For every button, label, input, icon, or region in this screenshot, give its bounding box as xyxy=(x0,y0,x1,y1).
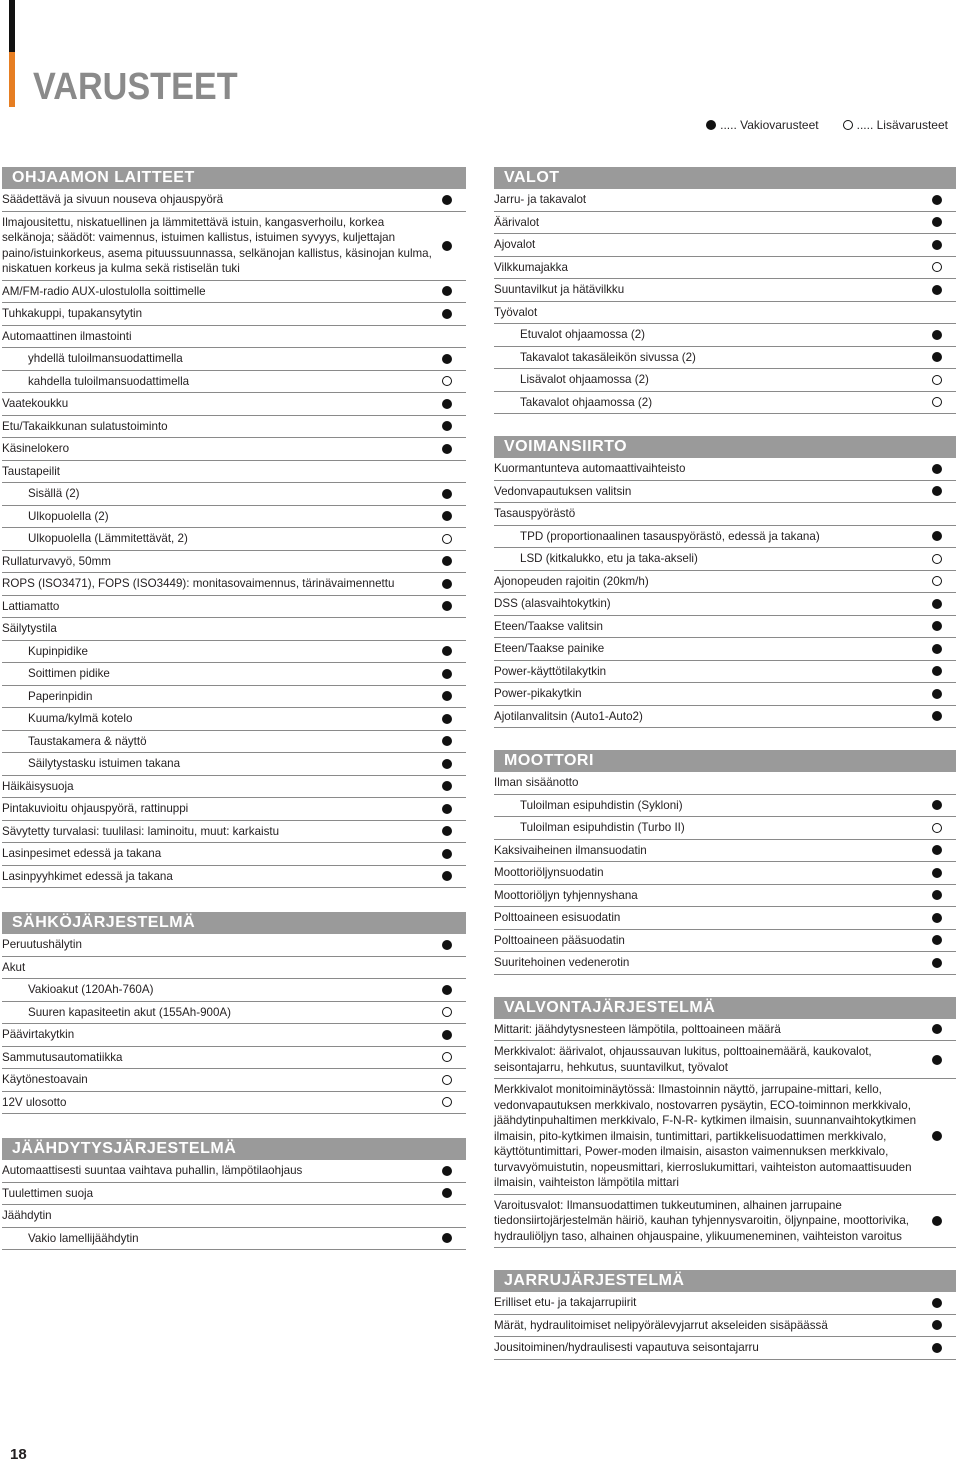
equipment-row xyxy=(494,817,956,840)
equipment-row xyxy=(2,1024,466,1047)
equipment-row xyxy=(494,324,956,347)
equipment-label: Taustapeilit xyxy=(2,464,61,478)
equipment-label: Erilliset etu- ja takajarrupiirit xyxy=(494,1296,637,1309)
equipment-row xyxy=(494,369,956,392)
optional-circle-icon xyxy=(442,1052,452,1062)
standard-dot-icon xyxy=(442,804,452,814)
standard-dot-icon xyxy=(932,935,942,945)
equipment-row xyxy=(494,907,956,930)
equipment-label: Säilytystila xyxy=(2,622,57,635)
equipment-label: Jousitoiminen/hydraulisesti vapautuva seisontajarru xyxy=(494,1341,759,1354)
standard-dot-icon xyxy=(932,1343,942,1353)
right-column xyxy=(494,167,956,1360)
equipment-row xyxy=(2,753,466,776)
equipment-label: Märät, hydraulitoimiset nelipyörälevyjarrut akseleiden sisäpäässä xyxy=(494,1318,828,1332)
equipment-label: Ajotilanvalitsin (Auto1-Auto2) xyxy=(494,709,643,723)
equipment-row xyxy=(2,438,466,461)
equipment-row xyxy=(2,843,466,866)
standard-dot-icon xyxy=(932,868,942,878)
equipment-label: Ilmajousitettu, niskatuellinen ja lämmitettävä istuin, kangasverhoilu, korkea selkänoja; säädöt: vaimennus, istuimen kallistus, istuimen syvyys, kuljettajan paino/istuinkorkeus, asema pituussuunnassa, selkänojan kallistus, käsinojan kulma, niskatuen korkeus ja kulma sekä ristiselän tuki xyxy=(2,215,432,275)
equipment-label: Vedonvapautuksen valitsin xyxy=(494,484,632,498)
equipment-row xyxy=(2,483,466,506)
standard-dot-icon xyxy=(442,781,452,791)
equipment-label: Vakio lamellijäähdytin xyxy=(28,1231,139,1245)
equipment-row xyxy=(2,596,466,619)
standard-dot-icon xyxy=(442,1166,452,1176)
standard-dot-icon xyxy=(932,621,942,631)
standard-dot-icon xyxy=(932,285,942,295)
equipment-row xyxy=(494,593,956,616)
standard-dot-icon xyxy=(932,689,942,699)
equipment-row xyxy=(494,1292,956,1315)
section xyxy=(2,912,466,1114)
optional-circle-icon xyxy=(442,534,452,544)
equipment-label: Etu/Takaikkunan sulatustoiminto xyxy=(2,419,168,433)
optional-circle-icon xyxy=(932,375,942,385)
equipment-label: Päävirtakytkin xyxy=(2,1028,75,1041)
section-heading: SÄHKÖJÄRJESTELMÄ xyxy=(2,912,466,934)
equipment-label: Häikäisysuoja xyxy=(2,779,74,793)
equipment-row xyxy=(494,772,956,795)
equipment-row xyxy=(2,573,466,596)
equipment-row xyxy=(2,326,466,349)
equipment-label: Ilman sisäänotto xyxy=(494,776,579,789)
equipment-row xyxy=(494,862,956,885)
optional-circle-icon xyxy=(932,576,942,586)
standard-dot-icon xyxy=(442,421,452,431)
equipment-row xyxy=(494,1315,956,1338)
standard-dot-icon xyxy=(442,849,452,859)
equipment-label: Automaattisesti suuntaa vaihtava puhallin, lämpötilaohjaus xyxy=(2,1164,303,1177)
standard-dot-icon xyxy=(932,958,942,968)
equipment-row xyxy=(494,302,956,325)
standard-dot-icon xyxy=(932,464,942,474)
standard-dot-icon xyxy=(932,330,942,340)
section-heading: VOIMANSIIRTO xyxy=(494,436,956,458)
standard-dot-icon xyxy=(932,913,942,923)
standard-dot-icon xyxy=(442,871,452,881)
section-heading: JARRUJÄRJESTELMÄ xyxy=(494,1270,956,1292)
standard-dot-icon xyxy=(442,241,452,251)
standard-dot-icon xyxy=(932,531,942,541)
equipment-label: Lisävalot ohjaamossa (2) xyxy=(520,373,649,386)
equipment-row xyxy=(2,1160,466,1183)
standard-dot-icon xyxy=(442,759,452,769)
equipment-row xyxy=(494,1041,956,1079)
equipment-label: ROPS (ISO3471), FOPS (ISO3449): monitasovaimennus, tärinävaimennettu xyxy=(2,577,395,590)
equipment-label: Suuritehoinen vedenerotin xyxy=(494,956,630,969)
equipment-label: Lasinpyyhkimet edessä ja takana xyxy=(2,869,173,883)
equipment-row xyxy=(494,571,956,594)
equipment-row xyxy=(2,798,466,821)
standard-dot-icon xyxy=(932,1131,942,1141)
standard-dot-icon xyxy=(442,556,452,566)
equipment-row xyxy=(494,347,956,370)
equipment-row xyxy=(494,189,956,212)
equipment-row xyxy=(2,212,466,281)
equipment-row xyxy=(494,503,956,526)
equipment-row xyxy=(494,706,956,729)
equipment-row xyxy=(2,1228,466,1251)
equipment-row xyxy=(2,1002,466,1025)
section xyxy=(494,997,956,1249)
equipment-row xyxy=(494,885,956,908)
equipment-label: Säilytystasku istuimen takana xyxy=(28,757,181,770)
equipment-row xyxy=(494,795,956,818)
standard-dot-icon xyxy=(442,601,452,611)
equipment-label: Vakioakut (120Ah-760A) xyxy=(28,983,154,996)
standard-dot-icon xyxy=(442,286,452,296)
section xyxy=(494,750,956,975)
equipment-label: Työvalot xyxy=(494,305,538,319)
equipment-label: Kuormantunteva automaattivaihteisto xyxy=(494,462,686,475)
equipment-label: Soittimen pidike xyxy=(28,667,110,680)
equipment-row xyxy=(494,257,956,280)
equipment-label: Suuntavilkut ja hätävilkku xyxy=(494,283,625,296)
equipment-row xyxy=(494,616,956,639)
equipment-row xyxy=(2,618,466,641)
equipment-label: Suuren kapasiteetin akut (155Ah-900A) xyxy=(28,1005,232,1019)
equipment-row xyxy=(494,526,956,549)
equipment-label: Vaatekoukku xyxy=(2,397,69,410)
equipment-label: Varoitusvalot: Ilmansuodattimen tukkeutuminen, alhainen jarrupaine tiedonsiirtojärjestelmän häiriö, kauhan tyhjennysvaroitin, öljynpaine, moottorivika, hydrauliöljyn taso, alhainen ohjauspaine, ylikuumeneminen, vaihteiston varoitus xyxy=(494,1198,910,1243)
optional-circle-icon xyxy=(442,1097,452,1107)
equipment-label: Sammutusautomatiikka xyxy=(2,1050,123,1064)
legend xyxy=(706,118,948,132)
section-heading: MOOTTORI xyxy=(494,750,956,772)
equipment-label: Eteen/Taakse painike xyxy=(494,642,605,655)
equipment-row xyxy=(2,1092,466,1115)
equipment-label: Polttoaineen esisuodatin xyxy=(494,911,621,924)
section xyxy=(494,1270,956,1360)
equipment-label: Tasauspyörästö xyxy=(494,507,576,520)
optional-circle-icon xyxy=(442,376,452,386)
standard-dot-icon xyxy=(442,195,452,205)
equipment-row xyxy=(494,840,956,863)
equipment-label: Ajonopeuden rajoitin (20km/h) xyxy=(494,574,649,588)
equipment-label: LSD (kitkalukko, etu ja taka-akseli) xyxy=(520,552,698,565)
standard-dot-icon xyxy=(932,599,942,609)
standard-dot-icon xyxy=(442,736,452,746)
equipment-row xyxy=(2,1047,466,1070)
equipment-label: Tuloilman esipuhdistin (Turbo II) xyxy=(520,821,685,834)
equipment-row xyxy=(2,506,466,529)
equipment-label: Polttoaineen pääsuodatin xyxy=(494,933,625,947)
equipment-row xyxy=(2,731,466,754)
equipment-label: TPD (proportionaalinen tasauspyörästö, edessä ja takana) xyxy=(520,529,820,543)
equipment-label: Moottoriöljynsuodatin xyxy=(494,866,604,879)
equipment-row xyxy=(2,189,466,212)
standard-dot-icon xyxy=(932,217,942,227)
optional-circle-icon xyxy=(442,1007,452,1017)
equipment-label: Akut xyxy=(2,960,26,974)
equipment-row xyxy=(494,1019,956,1042)
equipment-row xyxy=(2,281,466,304)
equipment-label: Käsinelokero xyxy=(2,442,70,455)
equipment-row xyxy=(2,551,466,574)
equipment-row xyxy=(2,663,466,686)
standard-dot-icon xyxy=(442,579,452,589)
section-heading: JÄÄHDYTYSJÄRJESTELMÄ xyxy=(2,1138,466,1160)
standard-dot-icon xyxy=(442,714,452,724)
equipment-label: AM/FM-radio AUX-ulostulolla soittimelle xyxy=(2,284,206,298)
equipment-row xyxy=(2,708,466,731)
equipment-row xyxy=(2,348,466,371)
standard-dot-icon xyxy=(932,644,942,654)
standard-dot-icon xyxy=(932,1216,942,1226)
optional-circle-icon xyxy=(932,823,942,833)
equipment-row xyxy=(2,371,466,394)
equipment-label: Käytönestoavain xyxy=(2,1073,88,1086)
equipment-label: Sisällä (2) xyxy=(28,487,80,500)
standard-dot-icon xyxy=(932,1024,942,1034)
equipment-row xyxy=(2,393,466,416)
equipment-label: Etuvalot ohjaamossa (2) xyxy=(520,328,646,341)
standard-dot-icon xyxy=(932,240,942,250)
section xyxy=(2,167,466,888)
equipment-row xyxy=(2,528,466,551)
legend-optional-label: ..... Lisävarusteet xyxy=(856,118,948,132)
optional-circle-icon xyxy=(932,554,942,564)
equipment-row xyxy=(494,212,956,235)
equipment-label: Pintakuvioitu ohjauspyörä, rattinuppi xyxy=(2,802,189,815)
accent-bar-black xyxy=(9,0,15,52)
equipment-row xyxy=(494,661,956,684)
equipment-row xyxy=(2,641,466,664)
equipment-label: Äärivalot xyxy=(494,215,540,229)
legend-standard xyxy=(706,118,819,132)
equipment-label: Moottoriöljyn tyhjennyshana xyxy=(494,888,638,902)
equipment-row xyxy=(2,934,466,957)
equipment-label: Merkkivalot: äärivalot, ohjaussauvan lukitus, polttoainemäärä, kaukovalot, seisontajarru, hehkutus, suuntavilkut, työvalot xyxy=(494,1045,872,1074)
standard-dot-icon xyxy=(442,1188,452,1198)
equipment-row xyxy=(494,1337,956,1360)
equipment-row xyxy=(2,1183,466,1206)
equipment-label: Vilkkumajakka xyxy=(494,260,568,274)
equipment-row xyxy=(2,303,466,326)
standard-dot-icon xyxy=(442,669,452,679)
equipment-label: Takavalot takasäleikön sivussa (2) xyxy=(520,350,696,364)
equipment-label: Eteen/Taakse valitsin xyxy=(494,619,603,633)
equipment-label: Peruutushälytin xyxy=(2,938,82,951)
optional-circle-icon xyxy=(932,262,942,272)
equipment-label: Kuuma/kylmä kotelo xyxy=(28,712,133,725)
equipment-label: Automaattinen ilmastointi xyxy=(2,329,132,343)
equipment-label: Merkkivalot monitoiminäytössä: Ilmastoinnin näyttö, jarrupaine-mittari, kello, vedonvapautuksen merkkivalo, nostovarren pysäytin, ECO-toiminnon merkkivalo, jäähdytinpuhaltimen merkkivalo, F-N-R- kytkimen ilmaisin, suunnanvaihtokytkimen ilmaisin, pito-kytkimen ilmaisin, tuntimittari, partikkelisuodattimen merkkivalo, käyttötuntimittari, Power-moden ilmaisin, aisaston vaimennuksen merkkivalo, turvavyömuistutin, nopeusmittari, kierroslukumittari, vaihteiston automaattisuuden ilmaisin, vaihteiston lämpötila mittari xyxy=(494,1083,917,1189)
standard-dot-icon xyxy=(442,354,452,364)
equipment-label: Säädettävä ja sivuun nouseva ohjauspyörä xyxy=(2,193,224,206)
standard-dot-icon xyxy=(442,309,452,319)
page-title: VARUSTEET xyxy=(33,66,238,108)
equipment-label: Lattiamatto xyxy=(2,599,60,613)
standard-dot-icon xyxy=(932,890,942,900)
standard-dot-icon xyxy=(442,444,452,454)
left-column xyxy=(2,167,466,1250)
equipment-label: Ajovalot xyxy=(494,238,536,251)
equipment-row xyxy=(494,952,956,975)
equipment-label: yhdellä tuloilmansuodattimella xyxy=(28,352,183,365)
section-heading: VALOT xyxy=(494,167,956,189)
equipment-row xyxy=(494,279,956,302)
standard-dot-icon xyxy=(442,826,452,836)
standard-dot-icon xyxy=(442,511,452,521)
equipment-label: Lasinpesimet edessä ja takana xyxy=(2,847,162,860)
standard-dot-icon xyxy=(932,711,942,721)
standard-dot-icon xyxy=(932,1298,942,1308)
equipment-row xyxy=(2,866,466,889)
standard-dot-icon xyxy=(442,691,452,701)
equipment-label: Ulkopuolella (Lämmitettävät, 2) xyxy=(28,532,188,545)
equipment-row xyxy=(2,461,466,484)
equipment-row xyxy=(494,392,956,415)
equipment-label: Rullaturvavyö, 50mm xyxy=(2,554,111,568)
equipment-row xyxy=(494,234,956,257)
equipment-label: Power-pikakytkin xyxy=(494,687,582,700)
standard-dot-icon xyxy=(442,399,452,409)
equipment-label: kahdella tuloilmansuodattimella xyxy=(28,374,190,388)
equipment-label: Tuloilman esipuhdistin (Sykloni) xyxy=(520,798,683,812)
equipment-row xyxy=(494,638,956,661)
equipment-row xyxy=(2,1205,466,1228)
section xyxy=(494,167,956,414)
section-heading: VALVONTAJÄRJESTELMÄ xyxy=(494,997,956,1019)
legend-standard-label: ..... Vakiovarusteet xyxy=(720,118,819,132)
equipment-label: Tuulettimen suoja xyxy=(2,1186,94,1200)
equipment-label: Kaksivaiheinen ilmansuodatin xyxy=(494,843,647,857)
section xyxy=(2,1138,466,1250)
equipment-row xyxy=(2,979,466,1002)
equipment-row xyxy=(494,458,956,481)
standard-dot-icon xyxy=(932,1320,942,1330)
equipment-label: 12V ulosotto xyxy=(2,1095,67,1109)
equipment-label: Power-käyttötilakytkin xyxy=(494,664,607,678)
equipment-label: Jäähdytin xyxy=(2,1209,52,1222)
equipment-row xyxy=(494,1079,956,1195)
filled-circle-icon xyxy=(706,120,716,130)
standard-dot-icon xyxy=(442,985,452,995)
equipment-row xyxy=(2,416,466,439)
equipment-row xyxy=(2,1069,466,1092)
equipment-label: Ulkopuolella (2) xyxy=(28,509,109,523)
section-heading: OHJAAMON LAITTEET xyxy=(2,167,466,189)
equipment-row xyxy=(494,548,956,571)
equipment-label: Taustakamera & näyttö xyxy=(28,734,147,748)
equipment-row xyxy=(494,683,956,706)
equipment-label: Takavalot ohjaamossa (2) xyxy=(520,395,653,409)
equipment-row xyxy=(2,776,466,799)
optional-circle-icon xyxy=(442,1075,452,1085)
standard-dot-icon xyxy=(932,486,942,496)
standard-dot-icon xyxy=(932,666,942,676)
equipment-label: Mittarit: jäähdytysnesteen lämpötila, polttoaineen määrä xyxy=(494,1022,781,1036)
standard-dot-icon xyxy=(442,646,452,656)
section xyxy=(494,436,956,728)
equipment-label: DSS (alasvaihtokytkin) xyxy=(494,597,611,610)
equipment-label: Kupinpidike xyxy=(28,644,88,658)
equipment-label: Jarru- ja takavalot xyxy=(494,193,587,206)
equipment-row xyxy=(494,481,956,504)
accent-bar-orange xyxy=(9,52,15,107)
equipment-label: Sävytetty turvalasi: tuulilasi: laminoitu, muut: karkaistu xyxy=(2,824,280,838)
equipment-row xyxy=(2,686,466,709)
standard-dot-icon xyxy=(442,489,452,499)
standard-dot-icon xyxy=(442,1233,452,1243)
empty-circle-icon xyxy=(843,120,853,130)
equipment-row xyxy=(2,821,466,844)
page-number: 18 xyxy=(10,1446,27,1463)
equipment-label: Paperinpidin xyxy=(28,689,93,703)
equipment-row xyxy=(494,930,956,953)
standard-dot-icon xyxy=(442,1030,452,1040)
legend-optional xyxy=(843,118,948,132)
equipment-row xyxy=(494,1195,956,1249)
equipment-label: Tuhkakuppi, tupakansytytin xyxy=(2,307,143,320)
standard-dot-icon xyxy=(932,1055,942,1065)
standard-dot-icon xyxy=(932,800,942,810)
standard-dot-icon xyxy=(932,845,942,855)
standard-dot-icon xyxy=(442,940,452,950)
equipment-row xyxy=(2,957,466,980)
standard-dot-icon xyxy=(932,195,942,205)
optional-circle-icon xyxy=(932,397,942,407)
standard-dot-icon xyxy=(932,352,942,362)
